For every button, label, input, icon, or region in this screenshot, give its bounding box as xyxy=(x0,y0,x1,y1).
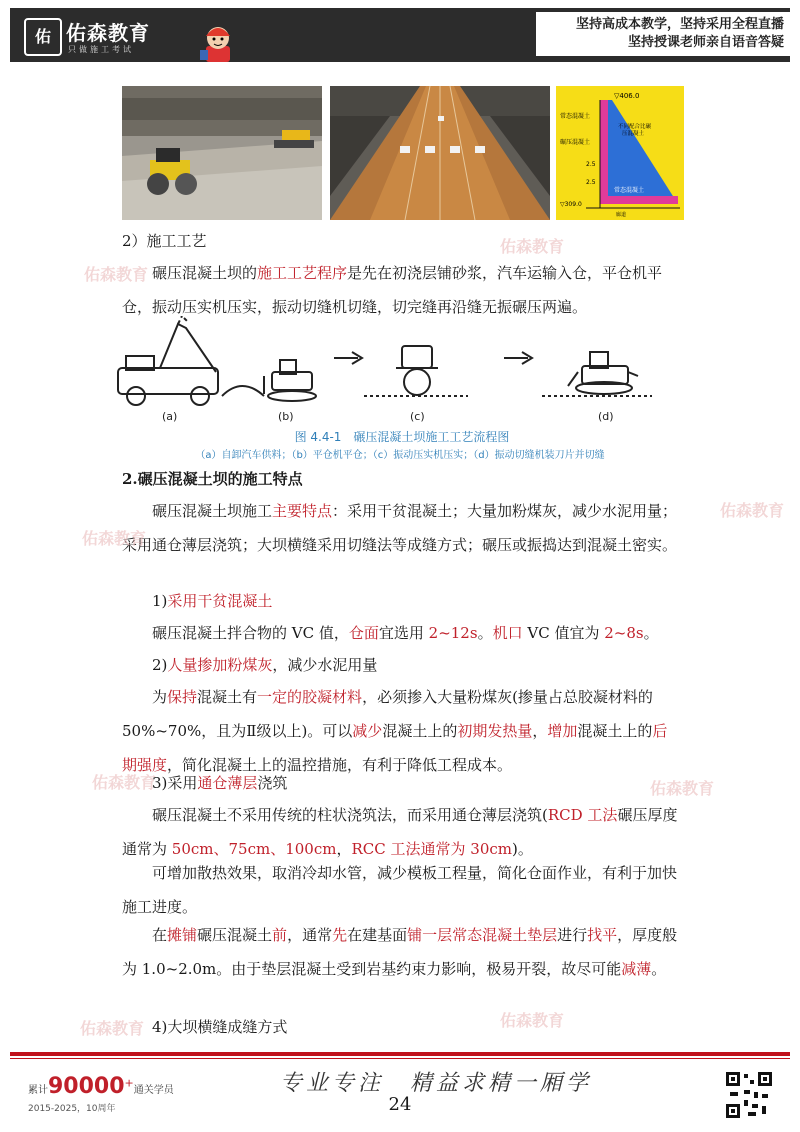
figure-label-b: (b) xyxy=(278,410,294,423)
item3-title: 3)采用通仓薄层浇筑 xyxy=(152,774,288,792)
figure-label-d: (d) xyxy=(598,410,614,423)
section-process-title: 2）施工工艺 xyxy=(122,232,207,250)
process-paragraph: 碾压混凝土坝的施工工艺程序是先在初浇层铺砂浆，汽车运输入仓，平仓机平仓，振动压实机压实，振动切缝机切缝，切完缝再沿缝无振碾压两遍。 xyxy=(122,264,663,316)
stat-number: 90000 xyxy=(48,1074,125,1099)
watermark: 佑森教育 xyxy=(500,1011,565,1030)
figure-label-a: (a) xyxy=(162,410,178,423)
bedding-paragraph: 在摊铺碾压混凝土前，通常先在建基面铺一层常态混凝土垫层进行找平，厚度般为 1.0~2.0m。由于垫层混凝土受到岩基约束力影响，极易开裂，故尽可能减薄。 xyxy=(122,926,678,978)
item1-title: 1)采用干贫混凝土 xyxy=(152,592,273,610)
brand-name: 佑森教育 xyxy=(66,21,150,45)
watermark: 佑森教育 xyxy=(720,501,785,520)
footer-divider xyxy=(10,1052,790,1056)
footer-divider-thin xyxy=(10,1058,790,1059)
item4-title: 4)大坝横缝成缝方式 xyxy=(152,1018,288,1036)
dim-label-1: 2.5 xyxy=(586,161,596,168)
roller-photo xyxy=(122,86,322,220)
process-flow-figure xyxy=(112,316,652,426)
slogan-line-2: 坚持授课老师亲自语音答疑 xyxy=(627,35,784,50)
elev-bottom-label: ▽309.0 xyxy=(560,201,582,208)
gallery-label: 廊道 xyxy=(616,212,627,218)
brand-tagline: 只做施工考试 xyxy=(68,45,134,54)
item2-paragraph: 为保持混凝土有一定的胶凝材料，必须掺入大量粉煤灰(掺量占总胶凝材料的 50%~70%，且为Ⅱ级以上)。可以减少混凝土上的初期发热量，增加混凝土上的后期强度，简化混凝土上的温控措施，有利于降低工程成本。 xyxy=(122,688,668,774)
page-number: 24 xyxy=(388,1094,412,1115)
mascot-icon xyxy=(196,20,240,64)
face-concrete-label: 常态混凝土 xyxy=(560,113,591,120)
section-features-heading: 2.碾压混凝土坝的施工特点 xyxy=(122,470,303,488)
watermark: 佑森教育 xyxy=(500,237,565,256)
item3-paragraph: 碾压混凝土不采用传统的柱状浇筑法，而采用通仓薄层浇筑(RCD 工法碾压厚度通常为 50cm、75cm、100cm，RCC 工法通常为 30cm)。 xyxy=(122,806,678,858)
features-paragraph: 碾压混凝土坝施工主要特点：采用干贫混凝土；大量加粉煤灰，减少水泥用量；采用通仓薄层浇筑；大坝横缝采用切缝法等成缝方式；碾压或振捣达到混凝土密实。 xyxy=(122,502,678,554)
watermark: 佑森教育 xyxy=(82,529,147,548)
slogan-line-1: 坚持高成本教学，坚持采用全程直播 xyxy=(575,17,784,32)
dam-surface-photo xyxy=(330,86,550,220)
years-text: 2015-2025，10周年 xyxy=(28,1104,116,1114)
mix-label-2: 压混凝土 xyxy=(622,131,645,137)
watermark: 佑森教育 xyxy=(80,1019,145,1038)
qr-code-icon xyxy=(724,1070,774,1120)
item1-paragraph: 碾压混凝土拌合物的 VC 值，仓面宜选用 2~12s。机口 VC 值宜为 2~8s。 xyxy=(152,624,659,642)
figure-title: 图 4.4-1 碾压混凝土坝施工工艺流程图 xyxy=(294,430,510,444)
item3-benefit-paragraph: 可增加散热效果，取消冷却水管，减少模板工程量，简化仓面作业，有利于加快施工进度。 xyxy=(122,864,678,916)
slogan xyxy=(536,12,790,56)
figure-label-c: (c) xyxy=(410,410,425,423)
learner-stat: 累计90000+通关学员 2015-2025，10周年 xyxy=(28,1074,174,1114)
rcc-label: 碾压混凝土 xyxy=(560,139,591,146)
watermark: 佑森教育 xyxy=(92,773,157,792)
elev-top-label: ▽406.0 xyxy=(614,92,640,100)
watermark: 佑森教育 xyxy=(650,779,715,798)
base-label: 常态混凝土 xyxy=(614,187,645,194)
dim-label-2: 2.5 xyxy=(586,179,596,186)
figure-subtitle: （a）自卸汽车供料；（b）平仓机平仓；（c）振动压实机压实；（d）振动切缝机装刀片并切缝 xyxy=(195,450,605,461)
watermark: 佑森教育 xyxy=(84,265,149,284)
item2-title: 2)人量掺加粉煤灰，减少水泥用量 xyxy=(152,656,378,674)
mix-label-1: 不同配合比碾 xyxy=(618,124,652,130)
page-header xyxy=(10,8,790,62)
dam-section-diagram xyxy=(556,86,684,220)
brand-logo: 佑 xyxy=(24,18,62,56)
footer-motto: 专业专注 精益求精一厢学 xyxy=(280,1071,593,1096)
